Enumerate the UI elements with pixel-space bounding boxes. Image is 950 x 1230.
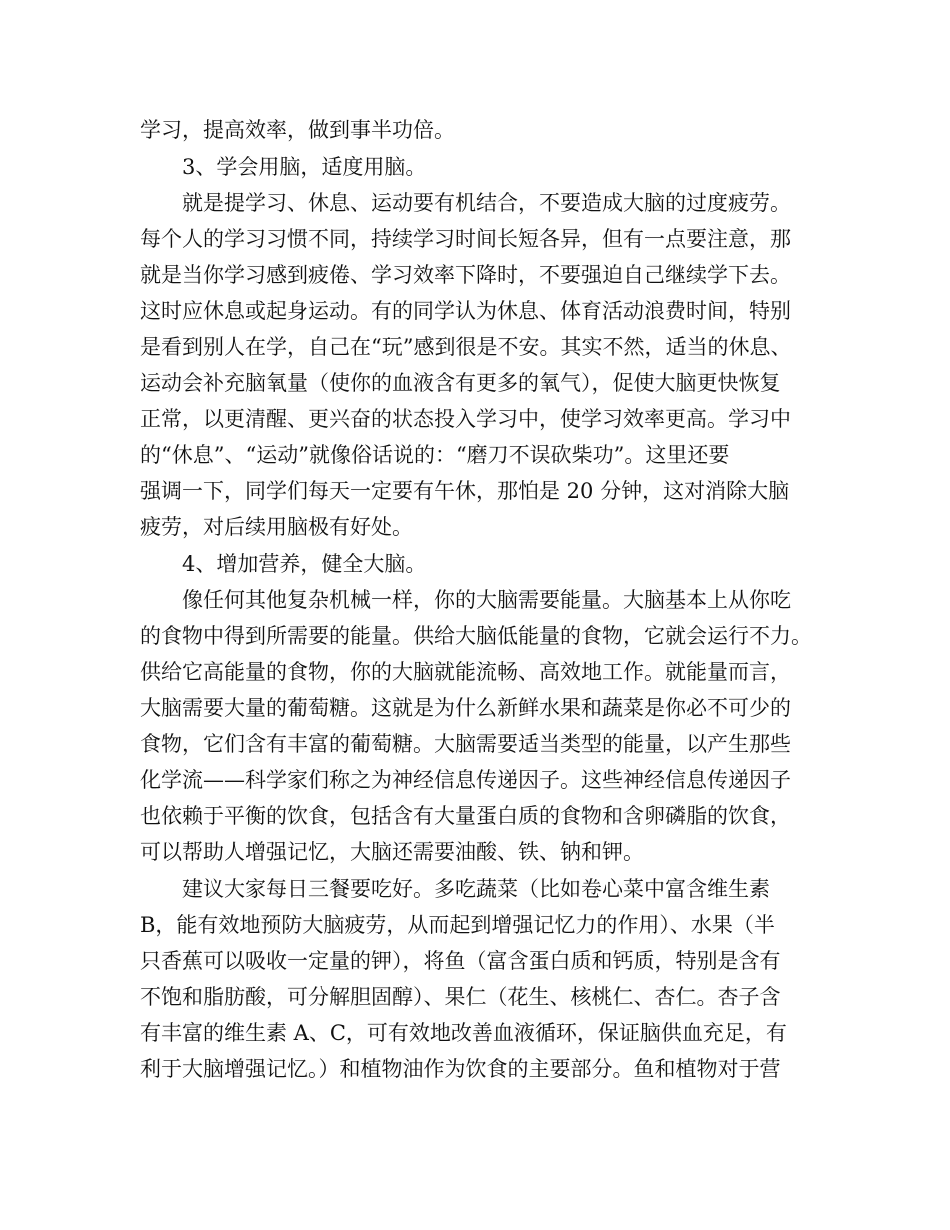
section-heading-4: 4、增加营养，健全大脑。 — [182, 552, 427, 576]
text-line-26: 有丰富的维生素 A、C，可有效地改善血液循环，保证脑供血充足，有 — [140, 1021, 787, 1045]
text-line-10: 的“休息”、“运动”就像俗话说的：“磨刀不误砍柴功”。这里还要 — [140, 443, 730, 467]
text-line-22: 建议大家每日三餐要吃好。多吃蔬菜（比如卷心菜中富含维生素 — [182, 877, 770, 901]
text-line-20: 也依赖于平衡的饮食，包括含有大量蛋白质的食物和含卵磷脂的饮食， — [140, 804, 791, 828]
text-line-24: 只香蕉可以吸收一定量的钾），将鱼（富含蛋白质和钙质，特别是含有 — [140, 949, 781, 973]
text-line-4: 每个人的学习习惯不同，持续学习时间长短各异，但有一点要注意，那 — [140, 227, 791, 251]
text-line-11: 强调一下，同学们每天一定要有午休，那怕是 20 分钟，这对消除大脑 — [140, 479, 790, 503]
text-line-21: 可以帮助人增强记忆，大脑还需要油酸、铁、钠和钾。 — [140, 840, 644, 864]
text-line-7: 是看到别人在学，自己在“玩”感到很是不安。其实不然，适当的休息、 — [140, 335, 792, 359]
text-line-15: 的食物中得到所需要的能量。供给大脑低能量的食物，它就会运行不力。 — [140, 624, 812, 648]
text-line-8: 运动会补充脑氧量（使你的血液含有更多的氧气），促使大脑更快恢复 — [140, 371, 781, 395]
text-line-17: 大脑需要大量的葡萄糖。这就是为什么新鲜水果和蔬菜是你必不可少的 — [140, 696, 791, 720]
text-line-12: 疲劳，对后续用脑极有好处。 — [140, 515, 413, 539]
text-line-25: 不饱和脂肪酸，可分解胆固醇）、果仁（花生、核桃仁、杏仁。杏子含 — [140, 985, 781, 1009]
text-line-1: 学习，提高效率，做到事半功倍。 — [140, 118, 455, 142]
text-line-16: 供给它高能量的食物，你的大脑就能流畅、高效地工作。就能量而言， — [140, 660, 791, 684]
text-line-9: 正常，以更清醒、更兴奋的状态投入学习中，使学习效率更高。学习中 — [140, 407, 791, 431]
text-line-23: B，能有效地预防大脑疲劳，从而起到增强记忆力的作用）、水果（半 — [140, 913, 775, 937]
text-line-5: 就是当你学习感到疲倦、学习效率下降时，不要强迫自己继续学下去。 — [140, 263, 791, 287]
section-heading-3: 3、学会用脑，适度用脑。 — [182, 155, 427, 179]
text-line-27: 利于大脑增强记忆。）和植物油作为饮食的主要部分。鱼和植物对于营 — [140, 1057, 781, 1081]
text-line-19: 化学流——科学家们称之为神经信息传递因子。这些神经信息传递因子 — [140, 768, 791, 792]
text-line-18: 食物，它们含有丰富的葡萄糖。大脑需要适当类型的能量，以产生那些 — [140, 732, 791, 756]
text-line-6: 这时应休息或起身运动。有的同学认为休息、体育活动浪费时间，特别 — [140, 299, 791, 323]
text-line-3: 就是提学习、休息、运动要有机结合，不要造成大脑的过度疲劳。 — [182, 191, 791, 215]
text-line-14: 像任何其他复杂机械一样，你的大脑需要能量。大脑基本上从你吃 — [182, 588, 791, 612]
